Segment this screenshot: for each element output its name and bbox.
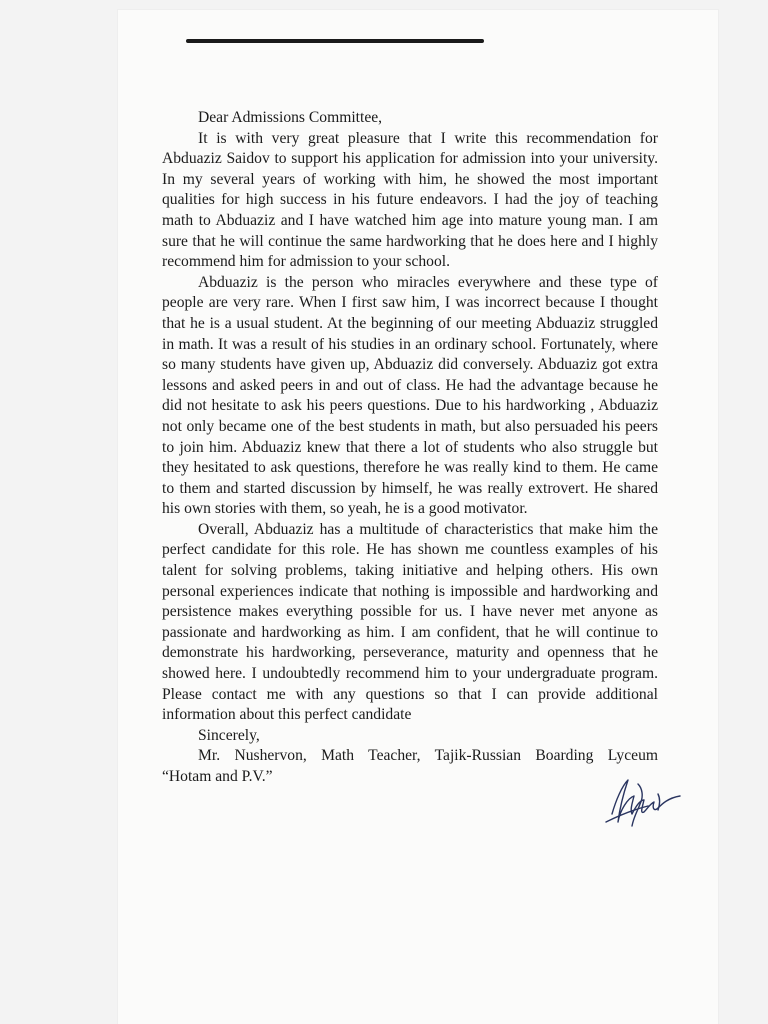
top-rule xyxy=(186,39,484,43)
handwritten-signature xyxy=(598,770,688,836)
signer-line-2: “Hotam and P.V.” xyxy=(162,768,273,785)
paragraph-3: Overall, Abduaziz has a multitude of characteristics that make him the perfect candidate for this role. He has shown me countless examples of his talent for solving problems, taking initiative and helping others. His own personal experiences indicate that nothing is impossible and hardworking and persistence makes everything possible for us. I have never met anyone as passionate and hardworking as him. I am confident, that he will continue to demonstrate his hardworking, perseverance, maturity and openness that he showed here. I undoubtedly recommend him to your undergraduate program. Please contact me with any questions so that I can provide additional information about this perfect candidate xyxy=(162,520,658,724)
paragraph-2: Abduaziz is the person who miracles everywhere and these type of people are very rare. When I first saw him, I was incorrect because I thought that he is a usual student. At the beginning of our meeting Abduaziz struggled in math. It was a result of his studies in an ordinary school. Fortunately, where so many students have given up, Abduaziz did conversely. Abduaziz got extra lessons and asked peers in and out of class. He had the advantage because he did not hesitate to ask his peers questions. Due to his hardworking , Abduaziz not only became one of the best students in math, but also persuaded his peers to join him. Abduaziz knew that there a lot of students who also struggle but they hesitated to ask questions, therefore he was really kind to them. He came to them and started discussion by himself, he was really extrovert. He shared his own stories with them, so yeah, he is a good motivator. xyxy=(162,273,658,518)
recommendation-letter xyxy=(162,108,658,788)
salutation: Dear Admissions Committee, xyxy=(198,109,383,126)
closing: Sincerely, xyxy=(198,726,260,744)
paragraph-1: It is with very great pleasure that I write this recommendation for Abduaziz Saidov to support his application for admission into your university. In my several years of working with him, he showed the most important qualities for high success in his future endeavors. I had the joy of teaching math to Abduaziz and I have watched him age into mature young man. I am sure that he will continue the same hardworking that he does here and I highly recommend him for admission to your school. xyxy=(162,129,658,271)
signer-line-1: Mr. Nushervon, Math Teacher, Tajik-Russian Boarding Lyceum xyxy=(198,747,658,765)
